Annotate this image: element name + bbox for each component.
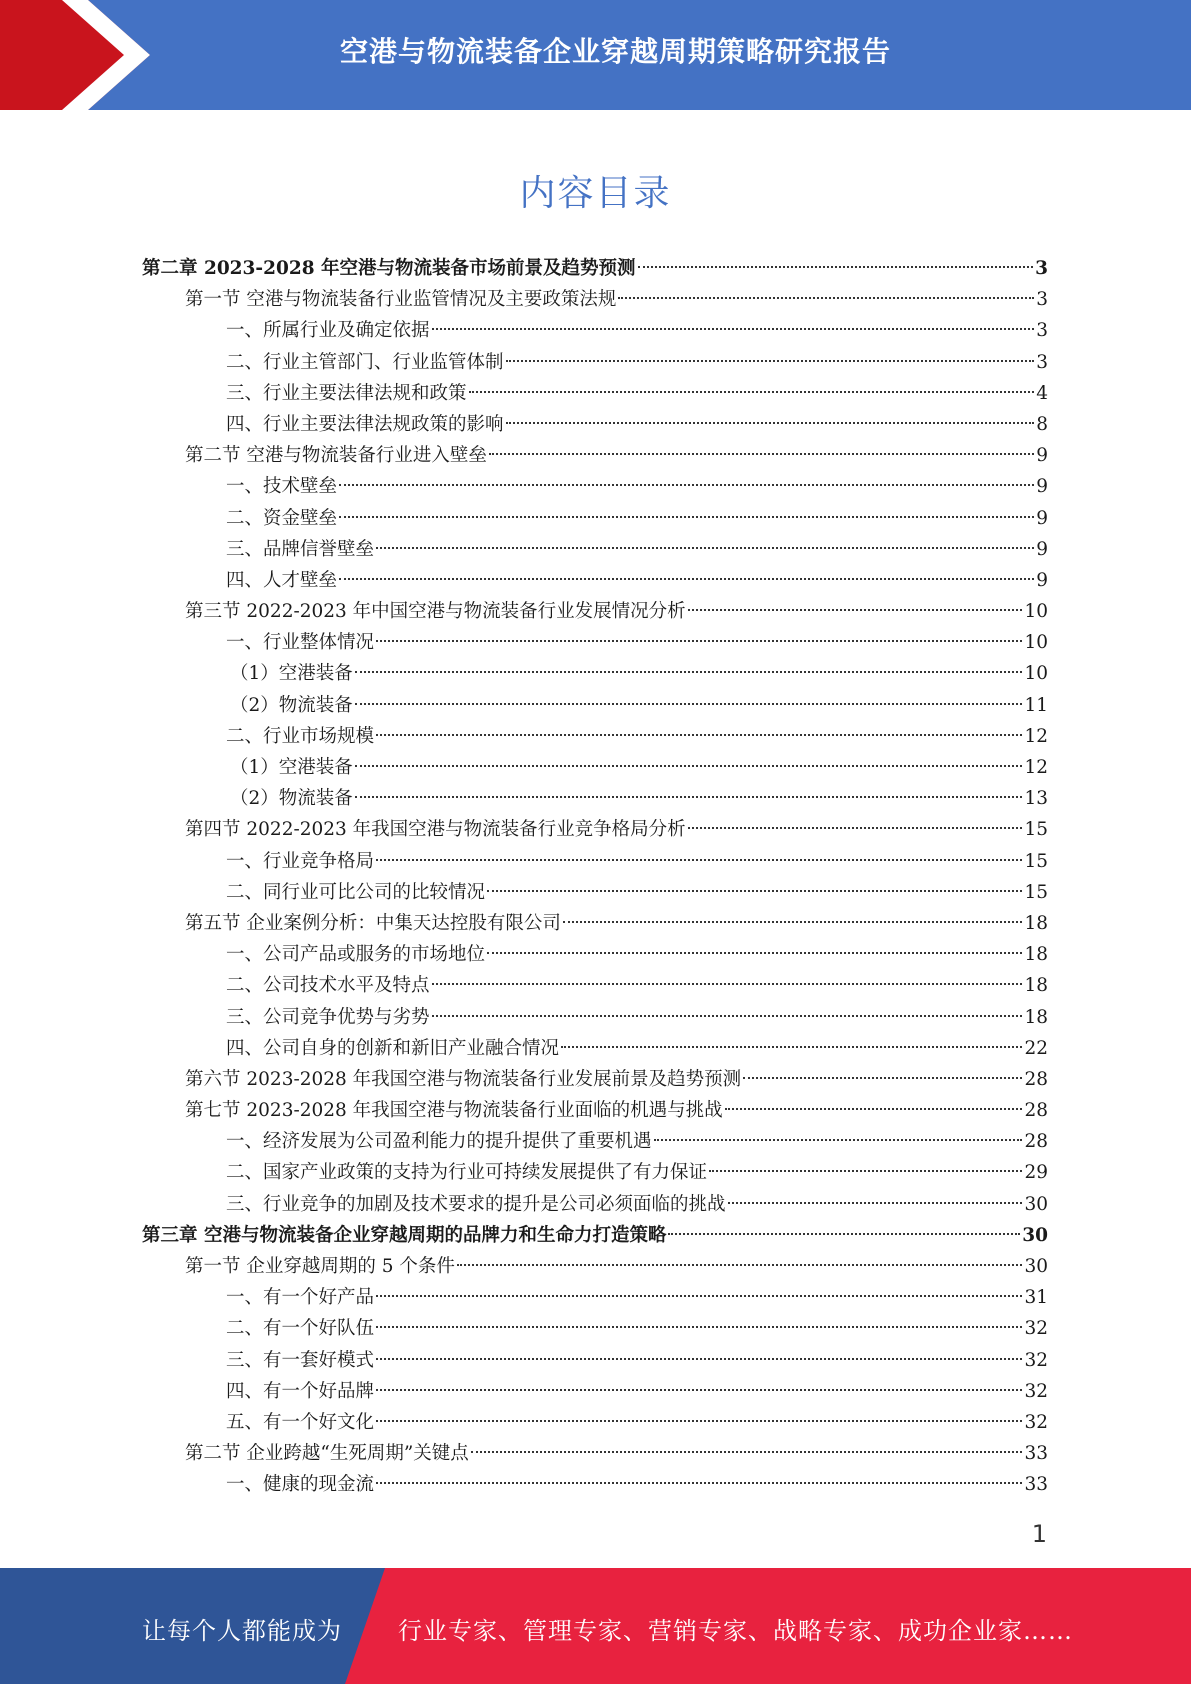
toc-entry-title: 第四节 2022-2023 年我国空港与物流装备行业竞争格局分析 <box>185 819 686 841</box>
toc-dot-leader <box>725 1108 1023 1110</box>
toc-entry[interactable] <box>142 378 1048 409</box>
toc-entry[interactable] <box>142 970 1048 1001</box>
toc-entry[interactable] <box>142 503 1048 534</box>
toc-entry-page: 10 <box>1024 663 1048 685</box>
toc-entry-title: 一、健康的现金流 <box>226 1474 375 1496</box>
toc-entry-page: 13 <box>1024 788 1048 810</box>
toc-entry-page: 18 <box>1024 975 1048 997</box>
toc-dot-leader <box>487 890 1022 892</box>
toc-dot-leader <box>339 578 1034 580</box>
toc-dot-leader <box>743 1077 1022 1079</box>
toc-entry-page: 9 <box>1036 507 1048 529</box>
toc-entry[interactable] <box>142 1469 1048 1500</box>
toc-entry[interactable] <box>142 1002 1048 1033</box>
toc-entry[interactable] <box>142 1095 1048 1126</box>
toc-entry-page: 10 <box>1024 601 1048 623</box>
toc-entry-page: 9 <box>1036 569 1048 591</box>
toc-dot-leader <box>432 328 1035 330</box>
toc-entry-page: 9 <box>1036 445 1048 467</box>
toc-entry[interactable] <box>142 440 1048 471</box>
toc-entry[interactable] <box>142 1251 1048 1282</box>
toc-entry-title: （2）物流装备 <box>230 788 353 810</box>
toc-dot-leader <box>376 1420 1022 1422</box>
toc-entry-page: 15 <box>1024 819 1048 841</box>
toc-dot-leader <box>355 703 1023 705</box>
toc-entry[interactable] <box>142 1064 1048 1095</box>
toc-dot-leader <box>339 516 1034 518</box>
toc-entry-page: 11 <box>1024 694 1048 716</box>
toc-entry[interactable] <box>142 1407 1048 1438</box>
toc-entry-page: 28 <box>1024 1100 1048 1122</box>
toc-dot-leader <box>376 1389 1022 1391</box>
toc-entry[interactable] <box>142 908 1048 939</box>
toc-entry-page: 30 <box>1024 1256 1048 1277</box>
page-header <box>0 0 1191 110</box>
toc-entry-page: 32 <box>1024 1318 1048 1340</box>
footer-slogan-left: 让每个人都能成为 <box>142 1617 342 1645</box>
toc-entry-title: 一、有一个好产品 <box>226 1287 375 1309</box>
toc-entry[interactable] <box>142 253 1048 284</box>
toc-entry-title: 第七节 2023-2028 年我国空港与物流装备行业面临的机遇与挑战 <box>185 1100 723 1122</box>
report-title: 空港与物流装备企业穿越周期策略研究报告 <box>339 35 891 68</box>
toc-entry[interactable] <box>142 877 1048 908</box>
toc-entry[interactable] <box>142 627 1048 658</box>
toc-entry-page: 3 <box>1035 258 1048 279</box>
toc-entry-page: 28 <box>1024 1068 1048 1090</box>
toc-entry-title: 一、所属行业及确定依据 <box>226 320 430 342</box>
toc-entry-title: 第三章 空港与物流装备企业穿越周期的品牌力和生命力打造策略 <box>142 1224 667 1246</box>
toc-dot-leader <box>432 983 1023 985</box>
toc-entry-page: 32 <box>1024 1380 1048 1402</box>
toc-entry-title: 二、有一个好队伍 <box>226 1318 375 1340</box>
toc-entry-page: 18 <box>1024 944 1048 966</box>
toc-entry-page: 3 <box>1036 289 1048 311</box>
toc-entry-page: 18 <box>1024 1006 1048 1028</box>
toc-entry[interactable] <box>142 315 1048 346</box>
toc-entry-title: 三、品牌信誉壁垒 <box>226 538 375 560</box>
page-number: 1 <box>1031 1520 1047 1548</box>
toc-entry-title: 四、有一个好品牌 <box>226 1380 375 1402</box>
toc-entry-title: 五、有一个好文化 <box>226 1411 375 1433</box>
toc-dot-leader <box>355 796 1023 798</box>
toc-entry-title: 第三节 2022-2023 年中国空港与物流装备行业发展情况分析 <box>185 601 686 623</box>
toc-entry-title: 二、行业市场规模 <box>226 725 375 747</box>
toc-entry[interactable] <box>142 846 1048 877</box>
toc-entry-page: 12 <box>1024 757 1048 778</box>
toc-entry-title: 第六节 2023-2028 年我国空港与物流装备行业发展前景及趋势预测 <box>185 1068 742 1090</box>
toc-entry-title: 二、行业主管部门、行业监管体制 <box>226 351 504 373</box>
page-footer <box>0 1568 1191 1684</box>
toc-entry-page: 31 <box>1024 1287 1048 1309</box>
footer-slogan-right: 行业专家、管理专家、营销专家、战略专家、成功企业家…… <box>398 1617 1073 1645</box>
toc-dot-leader <box>709 1170 1022 1172</box>
toc-entry[interactable] <box>142 658 1048 689</box>
toc-entry[interactable] <box>142 1376 1048 1407</box>
toc-entry-page: 18 <box>1024 912 1048 934</box>
toc-entry[interactable] <box>142 939 1048 970</box>
toc-dot-leader <box>668 1233 1020 1235</box>
toc-entry-page: 15 <box>1024 881 1048 903</box>
toc-entry-title: （1）空港装备 <box>230 757 353 778</box>
toc-dot-leader <box>688 827 1023 829</box>
toc-entry-title: 一、公司产品或服务的市场地位 <box>226 944 486 966</box>
toc-entry-page: 32 <box>1024 1349 1048 1371</box>
toc-entry-title: 三、公司竞争优势与劣势 <box>226 1006 430 1028</box>
toc-entry[interactable] <box>142 596 1048 627</box>
toc-entry[interactable] <box>142 721 1048 752</box>
toc-entry-page: 22 <box>1024 1037 1048 1059</box>
toc-entry-title: 一、经济发展为公司盈利能力的提升提供了重要机遇 <box>226 1131 652 1153</box>
toc-entry[interactable] <box>142 814 1048 845</box>
toc-entry[interactable] <box>142 565 1048 596</box>
toc-dot-leader <box>355 765 1023 767</box>
toc-entry-page: 3 <box>1036 351 1048 373</box>
toc-dot-leader <box>457 1264 1023 1266</box>
toc-entry-page: 32 <box>1024 1411 1048 1433</box>
toc-entry-page: 9 <box>1036 476 1048 498</box>
toc-dot-leader <box>376 1295 1022 1297</box>
toc-entry-title: 第一节 空港与物流装备行业监管情况及主要政策法规 <box>185 289 617 311</box>
toc-entry-title: 第五节 企业案例分析：中集天达控股有限公司 <box>185 912 561 934</box>
toc-entry-title: 二、国家产业政策的支持为行业可持续发展提供了有力保证 <box>226 1162 708 1184</box>
toc-heading: 内容目录 <box>519 173 672 214</box>
toc-entry-page: 4 <box>1036 382 1048 404</box>
toc-entry[interactable] <box>142 1345 1048 1376</box>
toc-dot-leader <box>376 1482 1022 1484</box>
toc-dot-leader <box>654 1139 1023 1141</box>
toc-dot-leader <box>618 297 1034 299</box>
toc-entry-title: 三、有一套好模式 <box>226 1349 375 1371</box>
toc-entry-page: 10 <box>1024 632 1048 654</box>
toc-entry-page: 33 <box>1024 1443 1048 1465</box>
toc-entry-page: 33 <box>1024 1474 1048 1496</box>
toc-entry-page: 30 <box>1022 1224 1048 1246</box>
toc-entry-page: 29 <box>1024 1162 1048 1184</box>
toc-dot-leader <box>506 422 1035 424</box>
toc-entry-title: 第二章 2023-2028 年空港与物流装备市场前景及趋势预测 <box>142 258 636 279</box>
toc-entry[interactable] <box>142 1189 1048 1220</box>
toc-entry-page: 8 <box>1036 413 1048 435</box>
toc-dot-leader <box>506 360 1035 362</box>
toc-entry[interactable] <box>142 783 1048 814</box>
toc-entry[interactable] <box>142 409 1048 440</box>
toc-entry-title: 二、公司技术水平及特点 <box>226 975 430 997</box>
toc-entry-page: 30 <box>1024 1193 1048 1215</box>
toc-entry[interactable] <box>142 1282 1048 1313</box>
table-of-contents <box>142 253 1048 1501</box>
toc-entry-title: 三、行业竞争的加剧及技术要求的提升是公司必须面临的挑战 <box>226 1193 726 1215</box>
toc-entry[interactable] <box>142 1313 1048 1344</box>
toc-dot-leader <box>728 1202 1023 1204</box>
toc-entry-title: 一、技术壁垒 <box>226 476 338 498</box>
toc-entry[interactable] <box>142 1220 1048 1251</box>
toc-entry-title: 一、行业整体情况 <box>226 632 375 654</box>
toc-dot-leader <box>469 391 1035 393</box>
toc-dot-leader <box>376 859 1022 861</box>
toc-dot-leader <box>561 1046 1022 1048</box>
toc-dot-leader <box>432 1015 1023 1017</box>
toc-entry-page: 3 <box>1036 320 1048 342</box>
toc-entry[interactable] <box>142 1033 1048 1064</box>
toc-entry-title: 第一节 企业穿越周期的 5 个条件 <box>185 1256 455 1277</box>
toc-entry[interactable] <box>142 284 1048 315</box>
toc-dot-leader <box>563 921 1023 923</box>
toc-entry[interactable] <box>142 471 1048 502</box>
toc-dot-leader <box>376 640 1022 642</box>
toc-dot-leader <box>638 266 1034 268</box>
toc-entry-title: 四、人才壁垒 <box>226 569 338 591</box>
toc-entry-title: 第二节 企业跨越“生死周期”关键点 <box>185 1443 469 1465</box>
toc-entry-title: 第二节 空港与物流装备行业进入壁垒 <box>185 445 487 467</box>
toc-dot-leader <box>339 484 1034 486</box>
toc-entry[interactable] <box>142 690 1048 721</box>
toc-dot-leader <box>355 671 1023 673</box>
toc-entry-title: 二、资金壁垒 <box>226 507 338 529</box>
toc-dot-leader <box>688 609 1023 611</box>
toc-dot-leader <box>376 547 1034 549</box>
toc-entry-title: 一、行业竞争格局 <box>226 850 375 872</box>
toc-entry-page: 15 <box>1024 850 1048 872</box>
toc-dot-leader <box>376 1326 1022 1328</box>
toc-entry-title: 四、公司自身的创新和新旧产业融合情况 <box>226 1037 560 1059</box>
toc-entry[interactable] <box>142 1157 1048 1188</box>
toc-entry-title: 二、同行业可比公司的比较情况 <box>226 881 486 903</box>
toc-entry-page: 28 <box>1024 1131 1048 1153</box>
toc-entry-title: （1）空港装备 <box>230 663 353 685</box>
toc-dot-leader <box>487 952 1022 954</box>
toc-entry-title: （2）物流装备 <box>230 694 353 716</box>
toc-entry-title: 四、行业主要法律法规政策的影响 <box>226 413 504 435</box>
toc-entry[interactable] <box>142 1126 1048 1157</box>
toc-entry-page: 12 <box>1024 725 1048 747</box>
toc-dot-leader <box>489 453 1034 455</box>
toc-dot-leader <box>471 1451 1023 1453</box>
toc-entry[interactable] <box>142 752 1048 783</box>
toc-entry-page: 9 <box>1036 538 1048 560</box>
toc-entry[interactable] <box>142 534 1048 565</box>
toc-dot-leader <box>376 734 1022 736</box>
toc-dot-leader <box>376 1358 1022 1360</box>
toc-entry-title: 三、行业主要法律法规和政策 <box>226 382 467 404</box>
toc-entry[interactable] <box>142 1438 1048 1469</box>
toc-entry[interactable] <box>142 347 1048 378</box>
